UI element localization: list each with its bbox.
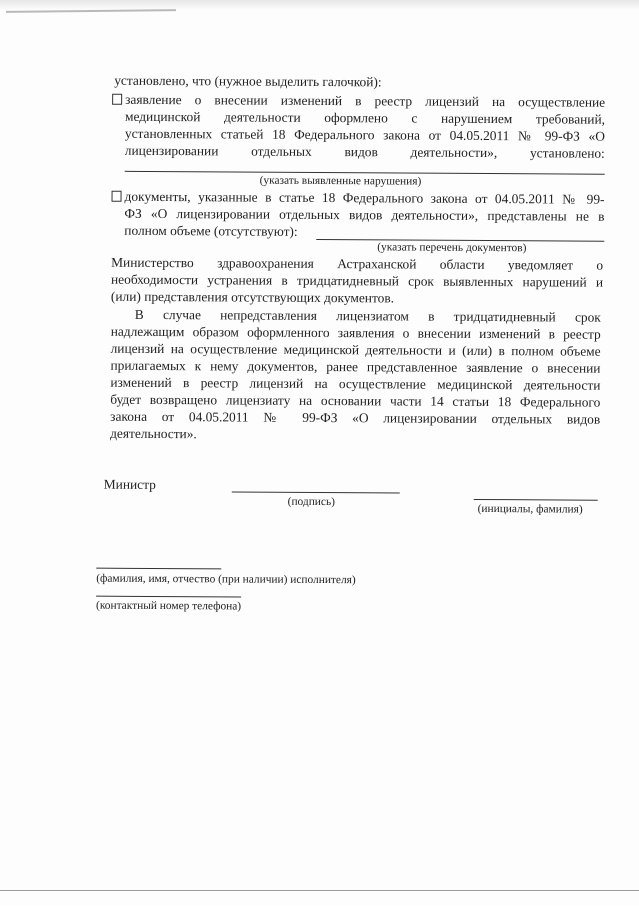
checkbox-violations[interactable] bbox=[112, 94, 122, 105]
option-1-line-3: установленных статьей 18 Федерального закона от 04.05.2011 № 99-ФЗ «О bbox=[124, 125, 605, 144]
initials-caption: (инициалы, фамилия) bbox=[477, 502, 583, 516]
executor-name-caption: (фамилия, имя, отчество (при наличии) исполнителя) bbox=[96, 572, 356, 587]
scan-bottom-edge bbox=[0, 890, 639, 891]
option-1-first-line bbox=[112, 92, 605, 111]
option-1-line-4: лицензировании отдельных видов деятельности», установлено: bbox=[124, 142, 605, 161]
signature-caption: (подпись) bbox=[287, 495, 336, 509]
option-1-line-2: медицинской деятельности оформлено с нарушением требований, bbox=[124, 108, 606, 127]
checkbox-missing-documents[interactable] bbox=[112, 191, 122, 202]
option-1-line-1: заявление о внесении изменений в реестр лицензий на осуществление bbox=[125, 91, 606, 110]
warning-line-4: прилагаемых к нему документов, ранее представленное заявление о внесении bbox=[110, 357, 601, 376]
option-2-line-3: полном объеме (отсутствуют): bbox=[124, 222, 298, 239]
initials-line[interactable] bbox=[474, 499, 598, 501]
warning-line-3: лицензий на осуществление медицинской деятельности и (или) в полном объеме bbox=[110, 340, 601, 359]
signatory-role: Министр bbox=[103, 476, 156, 492]
warning-line-7: закона от 04.05.2011 № 99-ФЗ «О лицензировании отдельных видов bbox=[110, 408, 601, 427]
notice-line-2: необходимости устранения в тридцатидневный срок выявленных нарушений и bbox=[110, 271, 604, 290]
option-2-line-2: ФЗ «О лицензировании отдельных видов деятельности», представлены не в bbox=[124, 205, 605, 224]
option-2-first-line bbox=[111, 189, 604, 208]
signature-line[interactable] bbox=[232, 491, 400, 493]
violations-entry-line[interactable] bbox=[125, 171, 605, 175]
warning-line-1: В случае непредставления лицензиатом в тридцатидневный срок bbox=[134, 306, 601, 325]
warning-line-5: изменений в реестр лицензий на осуществление медицинской деятельности bbox=[110, 374, 601, 393]
warning-line-8: деятельности». bbox=[110, 425, 197, 442]
executor-name-line[interactable] bbox=[96, 568, 221, 570]
notice-line-3: (или) представления отсутствующих документов. bbox=[110, 288, 395, 306]
executor-phone-line[interactable] bbox=[96, 596, 241, 598]
option-2-line-1: документы, указанные в статье 18 Федерального закона от 04.05.2011 № 99- bbox=[124, 188, 605, 207]
warning-line-6: будет возвращено лицензиату на основании части 14 статьи 18 Федерального bbox=[110, 391, 601, 410]
documents-caption: (указать перечень документов) bbox=[377, 241, 527, 255]
executor-phone-caption: (контактный номер телефона) bbox=[96, 599, 242, 613]
intro-text: установлено, что (нужное выделить галочкой): bbox=[114, 72, 382, 90]
violations-caption: (указать выявленные нарушения) bbox=[259, 174, 422, 188]
warning-line-2: надлежащим образом оформленного заявления о внесении изменений в реестр bbox=[110, 323, 601, 342]
notice-line-1: Министерство здравоохранения Астраханской области уведомляет о bbox=[111, 254, 604, 273]
